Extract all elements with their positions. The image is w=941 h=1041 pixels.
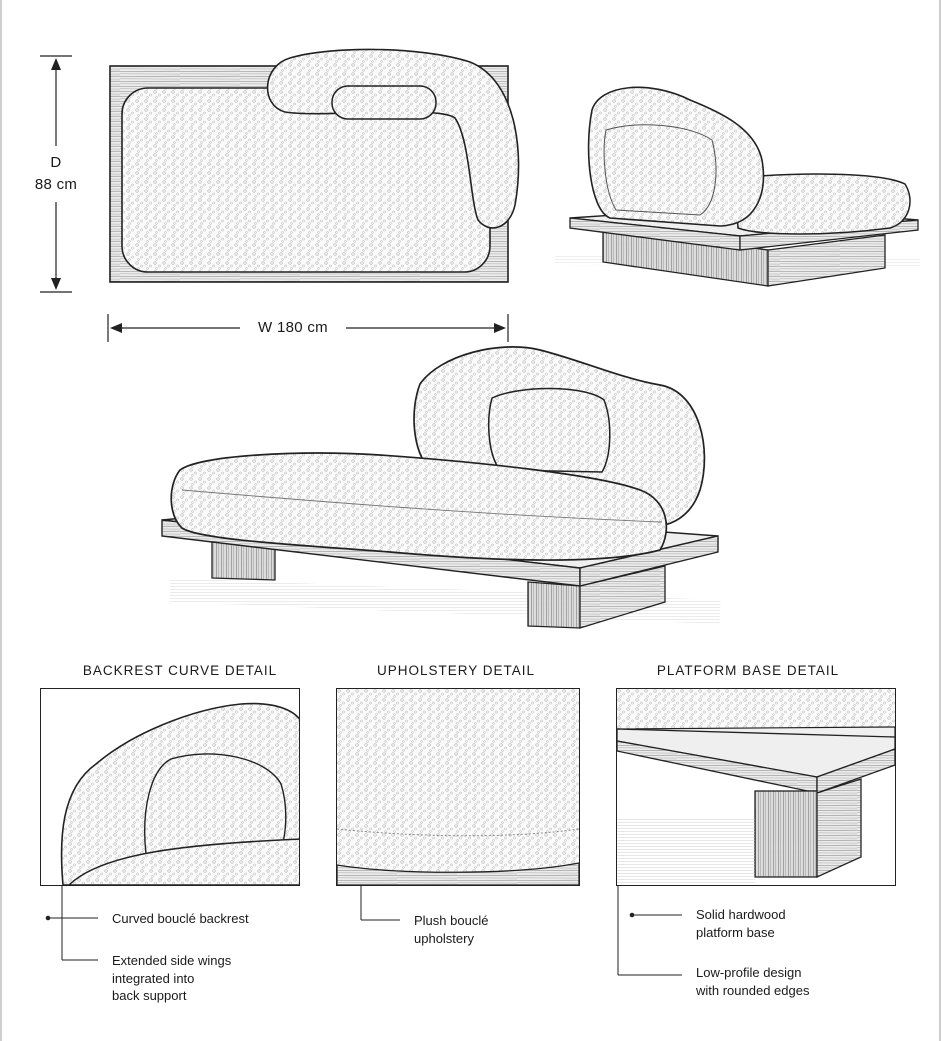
- width-label: W 180 cm: [258, 319, 328, 336]
- pillow-plan: [332, 86, 436, 119]
- callout-side-wings: Extended side wings integrated into back support: [112, 953, 232, 1003]
- platform-detail-panel: [616, 688, 896, 886]
- main-perspective-drawing: [162, 347, 720, 628]
- platform-detail-heading: PLATFORM BASE DETAIL: [656, 663, 840, 678]
- depth-value: 88 cm: [34, 176, 78, 193]
- callout-curved-backrest: Curved bouclé backrest: [112, 911, 249, 926]
- upholstery-detail-image: [337, 689, 579, 885]
- callout-low-profile: Low-profile design with rounded edges: [696, 965, 810, 998]
- depth-label: [26, 152, 86, 196]
- side-perspective-drawing: [555, 87, 920, 286]
- callout-hardwood-base: Solid hardwood platform base: [696, 907, 786, 940]
- top-view-drawing: [110, 49, 519, 282]
- upholstery-detail-panel: [336, 688, 580, 886]
- backrest-detail-image: [41, 689, 299, 885]
- depth-letter: D: [50, 154, 62, 171]
- backrest-detail-heading: BACKREST CURVE DETAIL: [82, 663, 278, 678]
- platform-detail-image: [617, 689, 895, 885]
- backrest-detail-panel: [40, 688, 300, 886]
- seat-cushion-plan: [122, 88, 490, 272]
- upholstery-detail-heading: UPHOLSTERY DETAIL: [376, 663, 536, 678]
- callout-boucle-upholstery: Plush bouclé upholstery: [414, 913, 489, 946]
